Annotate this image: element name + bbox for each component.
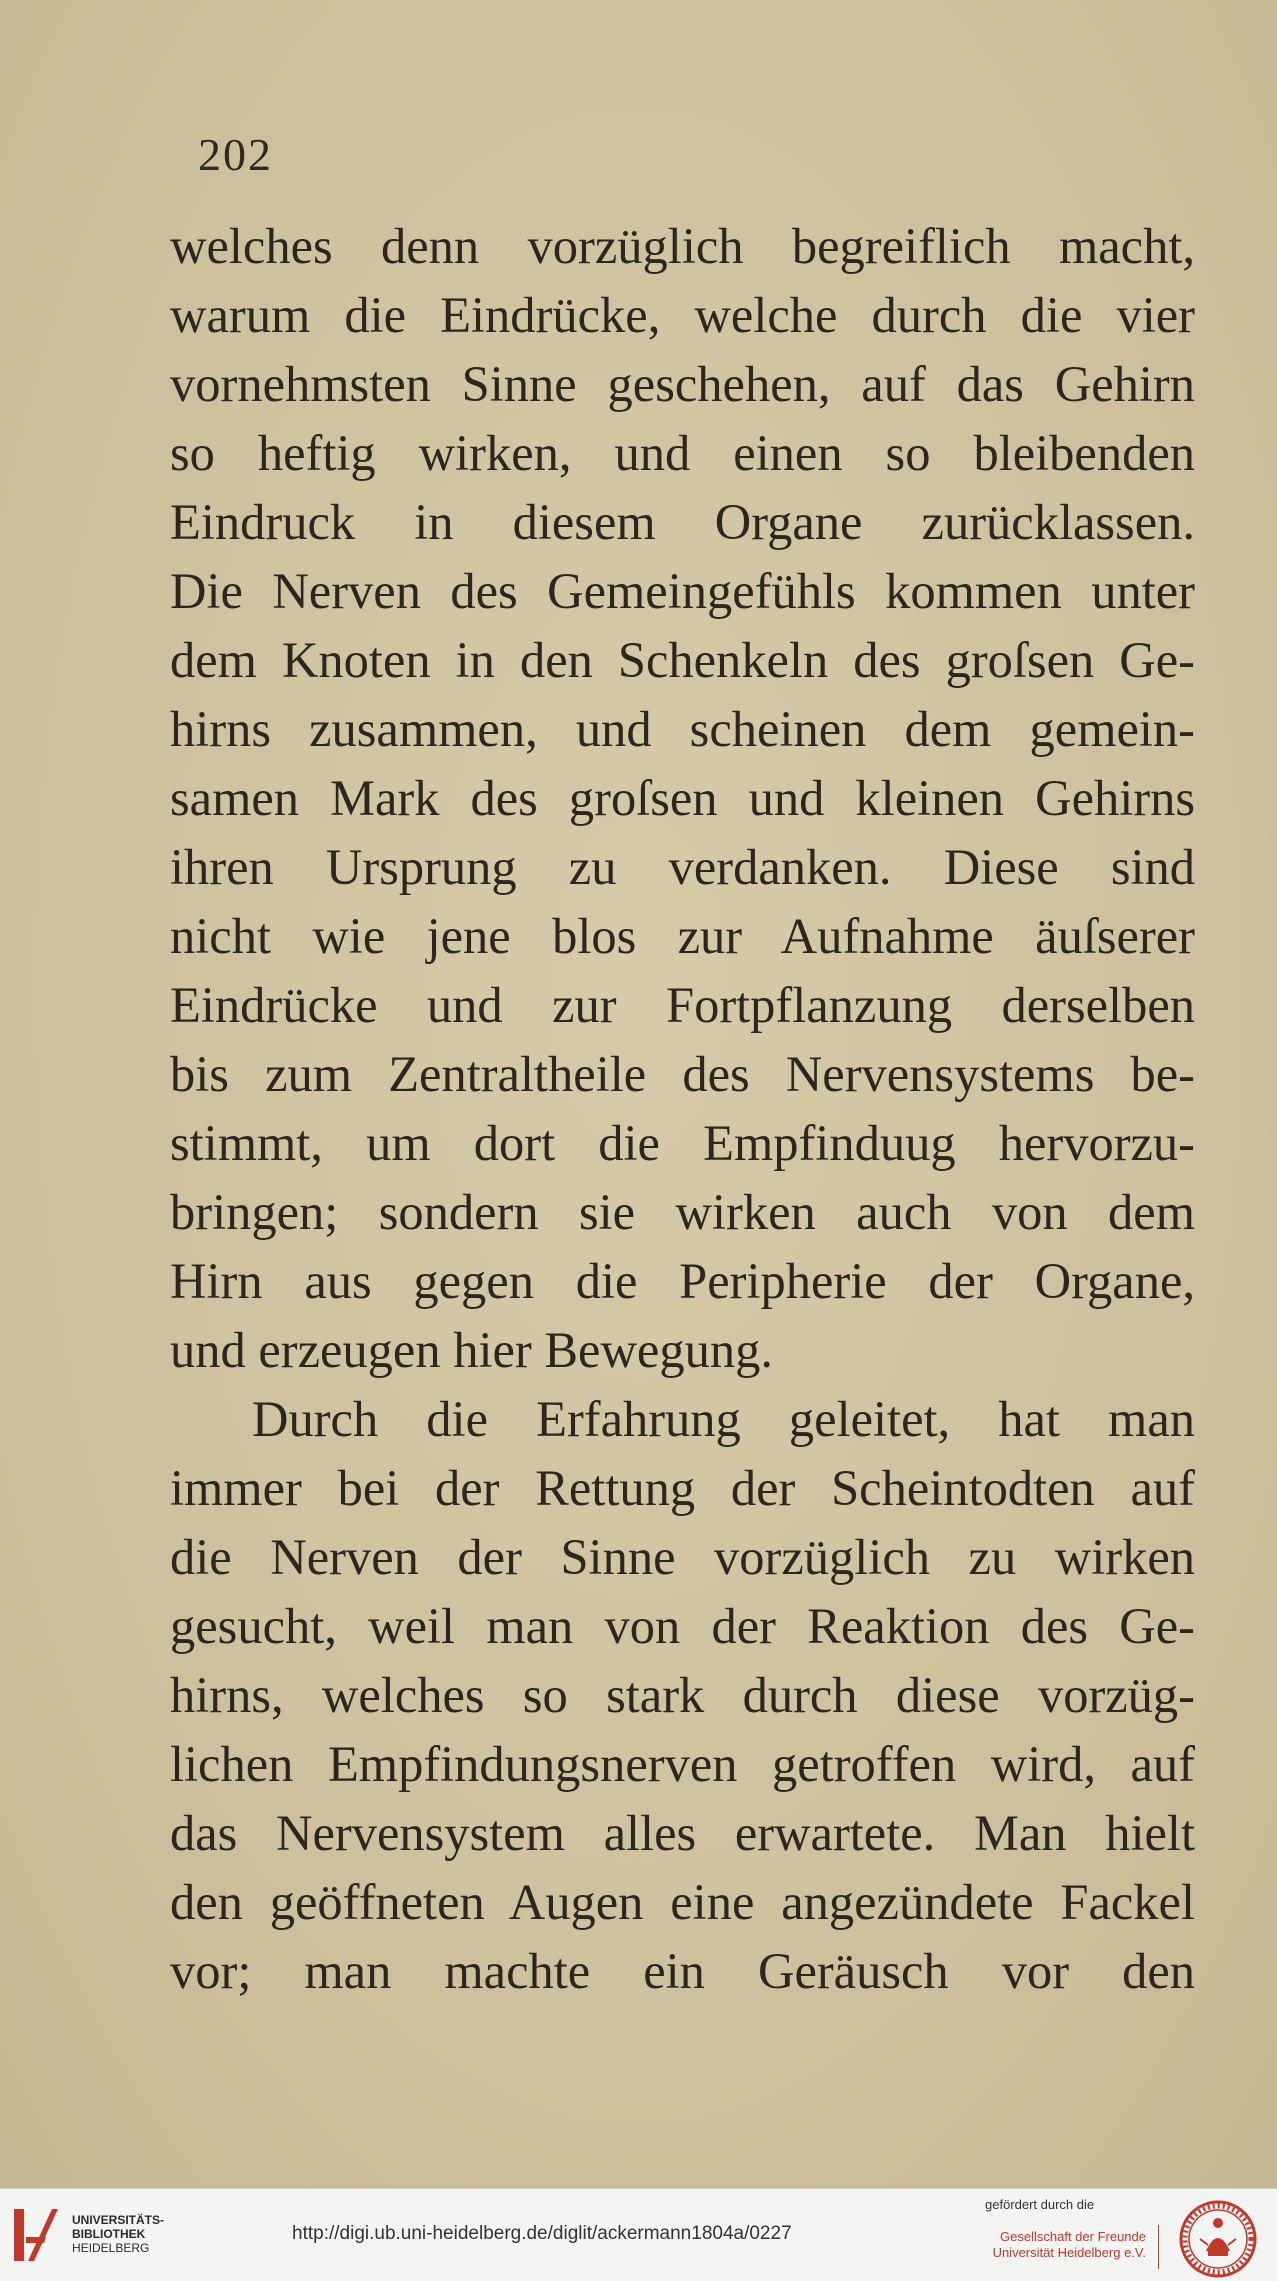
text-line: das Nervensystem alles erwartete. Man hielt bbox=[170, 1805, 1195, 1861]
text-line: so heftig wirken, und einen so bleibenden bbox=[170, 425, 1195, 481]
university-seal-icon bbox=[1178, 2199, 1258, 2279]
text-line: vornehmsten Sinne geschehen, auf das Gehirn bbox=[170, 356, 1195, 412]
library-name bbox=[72, 2213, 164, 2255]
text-line: stimmt, um dort die Empfinduug hervorzu- bbox=[170, 1115, 1195, 1171]
text-line: den geöffneten Augen eine angezündete Fackel bbox=[170, 1874, 1195, 1930]
permalink-url[interactable]: http://digi.ub.uni-heidelberg.de/diglit/ackermann1804a/0227 bbox=[292, 2223, 792, 2244]
text-line: ihren Ursprung zu verdanken. Diese sind bbox=[170, 839, 1195, 895]
library-name-line: HEIDELBERG bbox=[72, 2241, 150, 2255]
text-line: immer bei der Rettung der Scheintodten auf bbox=[170, 1460, 1195, 1516]
ub-heidelberg-logo-icon bbox=[12, 2203, 60, 2267]
text-line: nicht wie jene blos zur Aufnahme äuſserer bbox=[170, 908, 1195, 964]
text-line: Eindrücke und zur Fortpflanzung derselben bbox=[170, 977, 1195, 1033]
text-line: Die Nerven des Gemeingefühls kommen unter bbox=[170, 563, 1195, 619]
text-line: bringen; sondern sie wirken auch von dem bbox=[170, 1184, 1195, 1240]
text-line: die Nerven der Sinne vorzüglich zu wirken bbox=[170, 1529, 1195, 1585]
sponsor-name[interactable] bbox=[990, 2229, 1146, 2261]
text-line: Hirn aus gegen die Peripherie der Organe, bbox=[170, 1253, 1195, 1309]
text-line: samen Mark des groſsen und kleinen Gehirns bbox=[170, 770, 1195, 826]
library-name-line: BIBLIOTHEK bbox=[72, 2227, 146, 2241]
body-text bbox=[170, 212, 1195, 2006]
text-line: vor; man machte ein Geräusch vor den bbox=[170, 1943, 1195, 1999]
text-line: welches denn vorzüglich begreiflich macht, bbox=[170, 218, 1195, 274]
text-line: warum die Eindrücke, welche durch die vier bbox=[170, 287, 1195, 343]
divider bbox=[1158, 2225, 1159, 2269]
text-line: hirns zusammen, und scheinen dem gemein- bbox=[170, 701, 1195, 757]
text-line: bis zum Zentraltheile des Nervensystems be- bbox=[170, 1046, 1195, 1102]
text-line: Eindruck in diesem Organe zurücklassen. bbox=[170, 494, 1195, 550]
library-name-line: UNIVERSITÄTS- bbox=[72, 2213, 165, 2227]
text-line: und erzeugen hier Bewegung. bbox=[170, 1322, 773, 1378]
sponsor-label: gefördert durch die bbox=[985, 2197, 1095, 2212]
library-footer bbox=[0, 2188, 1277, 2281]
sponsor-name-line: Universität Heidelberg e.V. bbox=[992, 2245, 1146, 2260]
sponsor-name-line: Gesellschaft der Freunde bbox=[1000, 2229, 1146, 2244]
page-number: 202 bbox=[198, 129, 273, 180]
text-line: hirns, welches so stark durch diese vorzüg- bbox=[170, 1667, 1195, 1723]
text-line: Durch die Erfahrung geleitet, hat man bbox=[252, 1391, 1195, 1447]
text-line: lichen Empfindungsnerven getroffen wird, auf bbox=[170, 1736, 1195, 1792]
text-line: dem Knoten in den Schenkeln des groſsen Ge- bbox=[170, 632, 1195, 688]
text-line: gesucht, weil man von der Reaktion des Ge- bbox=[170, 1598, 1195, 1654]
